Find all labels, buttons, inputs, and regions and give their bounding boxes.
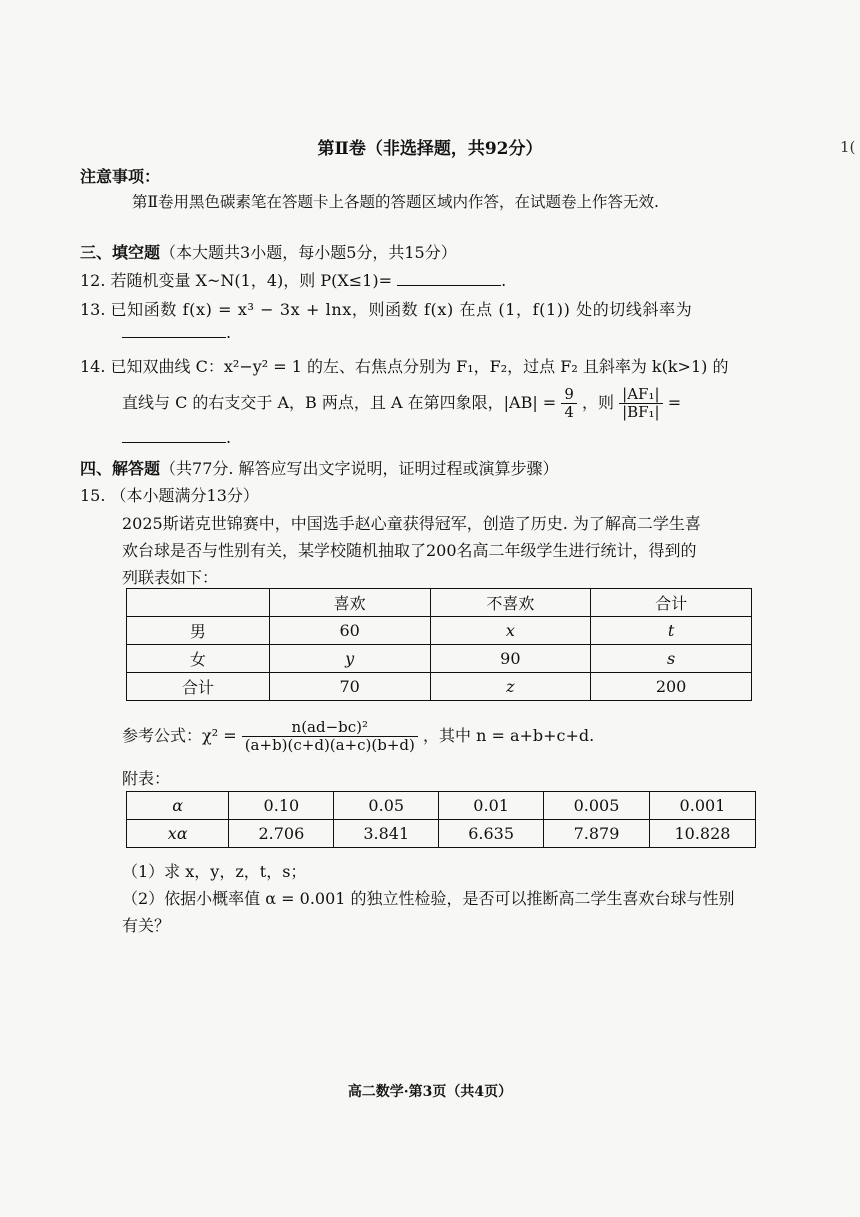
- table-cell: 0.001: [649, 792, 755, 820]
- q15-number: 15.: [80, 486, 106, 505]
- q14-then: ，则: [581, 393, 614, 412]
- q12-number: 12.: [80, 271, 106, 290]
- q13-answer-line: [122, 323, 231, 342]
- notice-text: 第Ⅱ卷用黑色碳素笔在答题卡上各题的答题区域内作答，在试题卷上作答无效.: [132, 193, 659, 211]
- table-header-cell: 不喜欢: [430, 589, 591, 617]
- q14-ratio-denominator: |BF₁|: [622, 403, 660, 421]
- table-cell: 0.005: [544, 792, 650, 820]
- q15-sub2-cont: 有关？: [122, 916, 171, 935]
- q15-paragraph-3: 列联表如下：: [122, 568, 219, 587]
- table-header-cell: 喜欢: [269, 589, 430, 617]
- q15-paragraph-1: 2025斯诺克世锦赛中，中国选手赵心童获得冠军，创造了历史. 为了解高二学生喜: [122, 514, 701, 533]
- q15-score: （本小题满分13分）: [110, 486, 259, 505]
- q13-text: 已知函数 f(x) = x³ − 3x + lnx，则函数 f(x) 在点 (1，f(1)) 处的切线斜率为: [110, 300, 693, 319]
- section3-title: 三、填空题: [80, 243, 161, 262]
- formula-denominator: (a+b)(c+d)(a+c)(b+d): [244, 736, 415, 754]
- table-cell: 0.05: [334, 792, 439, 820]
- q14-ratio-fraction: [619, 386, 663, 422]
- table-cell: 60: [269, 617, 430, 645]
- page-footer: 高二数学·第3页（共4页）: [347, 1084, 513, 1100]
- table-cell: 70: [269, 673, 430, 701]
- q14-ab-denominator: 4: [564, 403, 574, 421]
- q14-line1: 已知双曲线 C：x²−y² = 1 的左、右焦点分别为 F₁，F₂，过点 F₂ 且斜率为 k(k>1) 的: [110, 357, 729, 376]
- table-cell: s: [591, 645, 752, 673]
- q14-answer-blank[interactable]: [122, 442, 226, 443]
- table-cell: 10.828: [649, 820, 755, 848]
- table-header-cell: 合计: [591, 589, 752, 617]
- q12-end: .: [501, 271, 507, 290]
- question-13: [80, 297, 692, 320]
- table-header-row: [127, 589, 752, 617]
- section3-desc: （本大题共3小题，每小题5分，共15分）: [160, 243, 457, 262]
- table-row: [127, 673, 752, 701]
- reference-formula: [122, 712, 594, 760]
- table-header-cell: [127, 589, 270, 617]
- q13-number: 13.: [80, 300, 106, 319]
- table-cell: t: [591, 617, 752, 645]
- table-cell: xα: [127, 820, 229, 848]
- section4-title: 四、解答题: [80, 459, 161, 478]
- q14-ratio-numerator: |AF₁|: [619, 386, 663, 404]
- table-cell: y: [269, 645, 430, 673]
- question-12: [80, 268, 506, 291]
- table-cell: 0.01: [439, 792, 544, 820]
- table-cell: 2.706: [229, 820, 334, 848]
- table-cell: 6.635: [439, 820, 544, 848]
- chi-square-fraction: [242, 719, 418, 755]
- question-15-heading: [80, 483, 259, 506]
- contingency-table: [126, 588, 752, 701]
- section3-heading: [80, 240, 457, 263]
- table-cell: 90: [430, 645, 591, 673]
- question-14: [80, 354, 728, 377]
- section4-heading: [80, 456, 559, 479]
- q13-answer-blank[interactable]: [122, 337, 226, 338]
- q14-ab-numerator: 9: [561, 386, 577, 404]
- table-row: [127, 820, 756, 848]
- q15-sub1: （1）求 x，y，z，t，s；: [122, 862, 307, 881]
- table-cell: 女: [127, 645, 270, 673]
- table-row: [127, 617, 752, 645]
- table-cell: 3.841: [334, 820, 439, 848]
- table-row: [127, 645, 752, 673]
- appendix-label: 附表：: [122, 769, 171, 788]
- q15-sub2: （2）依据小概率值 α = 0.001 的独立性检验，是否可以推断高二学生喜欢台球与性别: [122, 889, 735, 908]
- table-row: [127, 792, 756, 820]
- q14-ab-fraction: [561, 386, 577, 422]
- formula-numerator: n(ad−bc)²: [242, 719, 418, 737]
- table-cell: α: [127, 792, 229, 820]
- q14-answer-line: [122, 428, 231, 447]
- critical-value-table: [126, 791, 756, 848]
- q14-end: .: [226, 428, 232, 447]
- table-cell: 200: [591, 673, 752, 701]
- formula-label: 参考公式：χ² =: [122, 726, 237, 745]
- table-cell: 男: [127, 617, 270, 645]
- section4-desc: （共77分. 解答应写出文字说明，证明过程或演算步骤）: [160, 459, 559, 478]
- notice-heading: 注意事项：: [80, 167, 161, 186]
- table-cell: 合计: [127, 673, 270, 701]
- page-title: 第Ⅱ卷（非选择题，共92分）: [317, 139, 543, 159]
- table-cell: 7.879: [544, 820, 650, 848]
- page-edge-mark: 1(: [840, 138, 856, 156]
- table-cell: z: [430, 673, 591, 701]
- q13-end: .: [226, 323, 232, 342]
- table-cell: x: [430, 617, 591, 645]
- q14-line2: [122, 381, 681, 425]
- q14-line2-text: 直线与 C 的右支交于 A，B 两点，且 A 在第四象限，|AB| =: [122, 393, 557, 412]
- q12-answer-blank[interactable]: [397, 285, 501, 286]
- q14-number: 14.: [80, 357, 106, 376]
- q14-equals: =: [667, 393, 682, 412]
- formula-tail: ，其中 n = a+b+c+d.: [422, 726, 595, 745]
- q15-paragraph-2: 欢台球是否与性别有关，某学校随机抽取了200名高二年级学生进行统计，得到的: [122, 541, 697, 560]
- q12-text: 若随机变量 X~N(1，4)，则 P(X≤1)=: [110, 271, 392, 290]
- table-cell: 0.10: [229, 792, 334, 820]
